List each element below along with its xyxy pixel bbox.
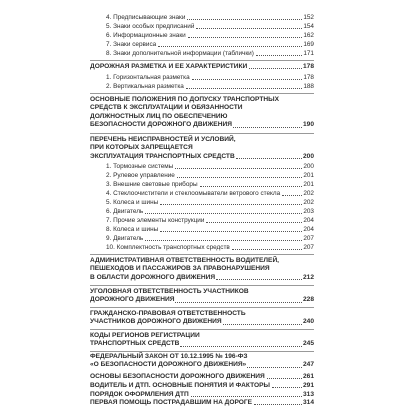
toc-section-title-line: ФЕДЕРАЛЬНЫЙ ЗАКОН ОТ 10.12.1995 № 196-ФЗ (90, 353, 248, 360)
leader-dots (254, 404, 302, 405)
toc-entry-page: 207 (303, 235, 314, 242)
toc-entry-page: 171 (303, 50, 314, 57)
toc-entry-page: 203 (303, 208, 314, 215)
toc-entry-special-prescription-signs (90, 23, 314, 31)
leader-dots (256, 55, 302, 56)
toc-section-page: 240 (302, 318, 314, 326)
toc-section-driver-and-accident (90, 382, 314, 390)
toc-entry-title: 7. Прочие элементы конструкции (106, 217, 205, 224)
leader-dots (180, 346, 302, 347)
toc-entry-engine (90, 208, 314, 216)
toc-entry-title: 4. Предписывающие знаки (106, 14, 186, 21)
toc-section-basic-provisions (90, 96, 314, 130)
section-divider (90, 307, 314, 308)
toc-entry-horizontal-marking (90, 74, 314, 82)
toc-section-title: ДОРОЖНАЯ РАЗМЕТКА И ЕЕ ХАРАКТЕРИСТИКИ (90, 63, 248, 70)
toc-entry-title: 2. Рулевое управление (106, 172, 175, 179)
toc-section-region-codes (90, 332, 314, 349)
toc-section-title-line: ДОРОЖНОГО ДВИЖЕНИЯ (90, 296, 175, 304)
toc-entry-wipers (90, 190, 314, 198)
leader-dots (145, 213, 302, 214)
section-divider (90, 93, 314, 94)
toc-section-title-line: ДОЛЖНОСТНЫХ ЛИЦ ПО ОБЕСПЕЧЕНИЮ (90, 112, 228, 120)
toc-section-title-line: «О БЕЗОПАСНОСТИ ДОРОЖНОГО ДВИЖЕНИЯ» (90, 361, 247, 369)
toc-entry-page: 169 (303, 41, 314, 48)
leader-dots (216, 279, 302, 280)
toc-entry-page: 201 (303, 172, 314, 179)
toc-entry-other-elements (90, 217, 314, 225)
leader-dots (192, 79, 303, 80)
leader-dots (249, 68, 302, 69)
toc-section-title: ОСНОВЫ БЕЗОПАСНОСТИ ДОРОЖНОГО ДВИЖЕНИЯ (90, 373, 265, 380)
toc-section-accident-registration (90, 391, 314, 399)
section-divider (90, 351, 314, 352)
toc-section-title-line: ОСНОВНЫЕ ПОЛОЖЕНИЯ ПО ДОПУСКУ ТРАНСПОРТНЫХ (90, 96, 279, 103)
toc-entry-additional-info-signs (90, 50, 314, 58)
toc-entry-title: 9. Двигатель (106, 235, 144, 242)
toc-entry-wheels-tires-2 (90, 226, 314, 234)
toc-section-title-line: ТРАНСПОРТНЫХ СРЕДСТВ (90, 340, 180, 348)
toc-section-title-line: СРЕДСТВ К ЭКСПЛУАТАЦИИ И ОБЯЗАННОСТИ (90, 104, 243, 112)
leader-dots (272, 387, 302, 388)
toc-entry-page: 202 (303, 199, 314, 206)
leader-dots (188, 37, 303, 38)
toc-entry-wheels-tires (90, 199, 314, 207)
toc-section-title-line: УЧАСТНИКОВ ДОРОЖНОГО ДВИЖЕНИЯ (90, 318, 222, 326)
toc-section-page: 245 (302, 340, 314, 348)
toc-section-civil-liability (90, 310, 314, 327)
leader-dots (206, 222, 302, 223)
leader-dots (267, 378, 302, 379)
section-divider (90, 329, 314, 330)
toc-section-title: ПЕРВАЯ ПОМОЩЬ ПОСТРАДАВШИМ НА ДОРОГЕ (90, 399, 253, 406)
toc-section-page: 247 (302, 361, 314, 369)
toc-section-page: 178 (302, 63, 314, 70)
toc-entry-page: 201 (303, 181, 314, 188)
toc-section-page: 190 (302, 121, 314, 129)
toc-section-title-line: В ОБЛАСТИ ДОРОЖНОГО ДВИЖЕНИЯ (90, 273, 216, 281)
toc-section-title-line: ЭКСПЛУАТАЦИЯ ТРАНСПОРТНЫХ СРЕДСТВ (90, 152, 235, 160)
toc-section-page: 314 (302, 399, 314, 406)
toc-entry-page: 152 (303, 14, 314, 21)
toc-entry-page: 162 (303, 32, 314, 39)
section-divider (90, 133, 314, 134)
leader-dots (247, 367, 302, 368)
toc-section-page: 313 (302, 391, 314, 398)
toc-entry-title: 8. Колеса и шины (106, 226, 159, 233)
toc-entry-title: 3. Внешние световые приборы (106, 181, 198, 188)
toc-section-title-line: БЕЗОПАСНОСТИ ДОРОЖНОГО ДВИЖЕНИЯ (90, 121, 232, 129)
toc-section-criminal-liability (90, 288, 314, 305)
leader-dots (175, 302, 302, 303)
toc-section-title-line: КОДЫ РЕГИОНОВ РЕГИСТРАЦИИ (90, 332, 200, 339)
section-divider (90, 60, 314, 61)
toc-section-road-markings (90, 63, 314, 71)
toc-entry-title: 6. Информационные знаки (106, 32, 186, 39)
leader-dots (232, 249, 303, 250)
toc-section-faults (90, 136, 314, 161)
toc-section-title: ПОРЯДОК ОФОРМЛЕНИЯ ДТП (90, 391, 189, 398)
section-divider (90, 285, 314, 286)
toc-section-federal-law (90, 353, 314, 370)
leader-dots (177, 177, 302, 178)
toc-entry-page: 204 (303, 226, 314, 233)
leader-dots (233, 127, 302, 128)
toc-entry-page: 207 (303, 244, 314, 251)
toc-section-title-line: ГРАЖДАНСКО-ПРАВОВАЯ ОТВЕТСТВЕННОСТЬ (90, 310, 246, 317)
toc-entry-information-signs (90, 32, 314, 40)
toc-section-first-aid (90, 399, 314, 407)
leader-dots (175, 168, 302, 169)
toc-section-title-line: ПРИ КОТОРЫХ ЗАПРЕЩАЕТСЯ (90, 144, 193, 152)
toc-entry-completeness (90, 244, 314, 252)
toc-entry-title: 5. Колеса и шины (106, 199, 159, 206)
leader-dots (223, 324, 302, 325)
toc-section-title: ВОДИТЕЛЬ И ДТП. ОСНОВНЫЕ ПОНЯТИЯ И ФАКТОРЫ (90, 382, 270, 389)
toc-entry-title: 2. Вертикальная разметка (106, 83, 184, 90)
toc-section-title-line: АДМИНИСТРАТИВНАЯ ОТВЕТСТВЕННОСТЬ ВОДИТЕЛЕЙ, (90, 257, 280, 264)
leader-dots (186, 88, 303, 89)
toc-section-title-line: УГОЛОВНАЯ ОТВЕТСТВЕННОСТЬ УЧАСТНИКОВ (90, 288, 249, 295)
leader-dots (236, 158, 302, 159)
toc-section-title-line: ПЕШЕХОДОВ И ПАССАЖИРОВ ЗА ПРАВОНАРУШЕНИЯ (90, 265, 270, 273)
section-divider (90, 254, 314, 255)
toc-entry-title: 6. Двигатель (106, 208, 144, 215)
leader-dots (191, 396, 302, 397)
toc-section-safety-basics (90, 373, 314, 381)
toc-entry-title: 8. Знаки дополнительной информации (таблички) (106, 50, 254, 57)
toc-entry-title: 1. Тормозные системы (106, 163, 174, 170)
leader-dots (160, 231, 302, 232)
toc-entry-page: 204 (303, 217, 314, 224)
toc-entry-steering (90, 172, 314, 180)
toc-section-administrative-liability (90, 257, 314, 282)
toc-entry-title: 10. Комплектность транспортных средств (106, 244, 230, 251)
leader-dots (282, 195, 302, 196)
leader-dots (160, 204, 302, 205)
toc-entry-title: 7. Знаки сервиса (106, 41, 157, 48)
toc-entry-vertical-marking (90, 83, 314, 91)
toc-entry-engine-2 (90, 235, 314, 243)
toc-entry-page: 188 (303, 83, 314, 90)
toc-entry-prescriptive-signs (90, 14, 314, 22)
toc-entry-page: 178 (303, 74, 314, 81)
toc-entry-title: 1. Горизонтальная разметка (106, 74, 190, 81)
toc-section-page: 212 (302, 273, 314, 281)
leader-dots (200, 186, 303, 187)
toc-entry-brake-systems (90, 163, 314, 171)
toc-entry-service-signs (90, 41, 314, 49)
toc-section-title-line: ПЕРЕЧЕНЬ НЕИСПРАВНОСТЕЙ И УСЛОВИЙ, (90, 136, 236, 143)
leader-dots (196, 28, 302, 29)
leader-dots (158, 46, 302, 47)
toc-section-page: 228 (302, 296, 314, 304)
toc-entry-page: 200 (303, 163, 314, 170)
toc-entry-page: 202 (303, 190, 314, 197)
toc-entry-title: 4. Стеклоочистители и стеклоомыватели ветрового стекла (106, 190, 281, 197)
toc-entry-lighting (90, 181, 314, 189)
toc-entry-title: 5. Знаки особых предписаний (106, 23, 195, 30)
leader-dots (187, 19, 302, 20)
toc-entry-page: 154 (303, 23, 314, 30)
toc-section-page: 291 (302, 382, 314, 389)
leader-dots (145, 240, 302, 241)
toc-section-page: 261 (302, 373, 314, 380)
toc-section-page: 200 (302, 152, 314, 160)
